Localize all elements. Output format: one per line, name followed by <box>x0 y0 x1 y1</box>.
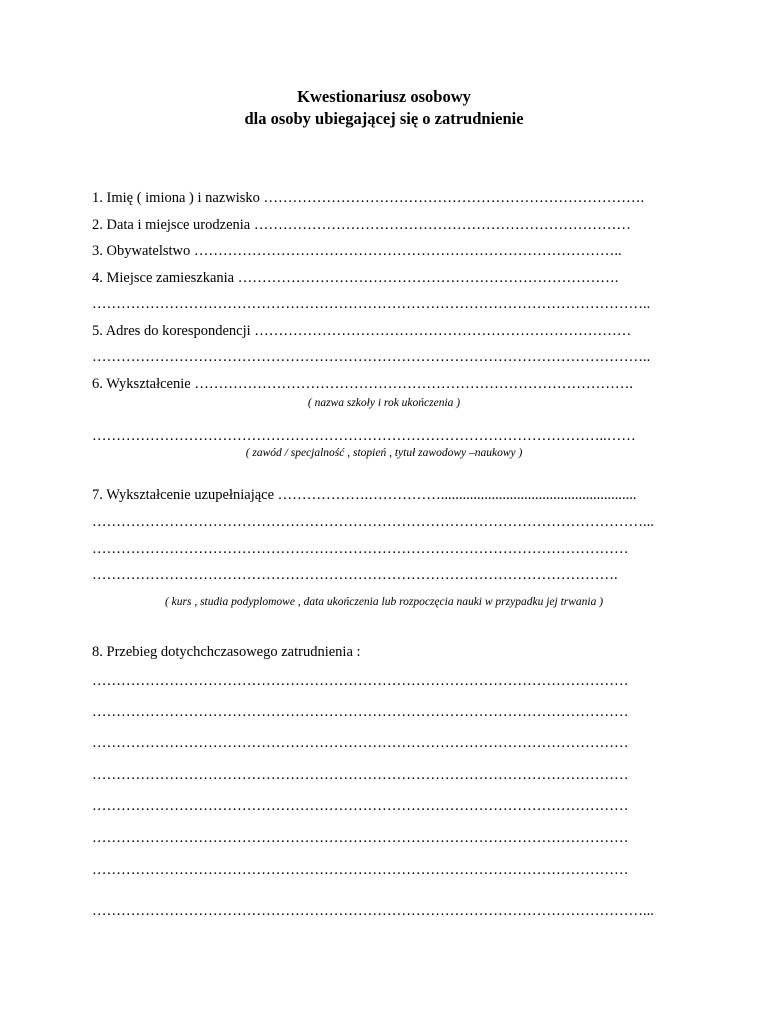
field-correspondence-continued: …………………………………………………………………………………………………….. <box>92 349 651 365</box>
field-education: 6. Wykształcenie ………………………………………………………………………………. <box>92 376 633 392</box>
field-supplementary-line-4: ………………………………………………………………………………………………. <box>92 567 618 583</box>
field-correspondence-address: 5. Adres do korespondencji …………………………………………………………………… <box>92 323 632 339</box>
field-supplementary-line-2: ……………………………………………………………………………………………………... <box>92 514 654 530</box>
field-supplementary-line-3: ………………………………………………………………………………………………… <box>92 541 629 557</box>
employment-line-7: ………………………………………………………………………………………………… <box>92 862 629 878</box>
field-birth: 2. Data i miejsce urodzenia …………………………………………………………………… <box>92 217 631 233</box>
hint-school: ( nazwa szkoły i rok ukończenia ) <box>307 397 461 409</box>
employment-line-8: ……………………………………………………………………………………………………... <box>92 903 654 919</box>
field-residence-continued: …………………………………………………………………………………………………….. <box>92 296 651 312</box>
hint-courses: ( kurs , studia podyplomowe , data ukończenia lub rozpoczęcia nauki w przypadku jej trwania ) <box>164 596 604 608</box>
employment-line-3: ………………………………………………………………………………………………… <box>92 735 629 751</box>
employment-line-4: ………………………………………………………………………………………………… <box>92 767 629 783</box>
employment-line-5: ………………………………………………………………………………………………… <box>92 798 629 814</box>
employment-line-2: ………………………………………………………………………………………………… <box>92 704 629 720</box>
document-title: Kwestionariusz osobowy <box>297 87 471 106</box>
employment-line-6: ………………………………………………………………………………………………… <box>92 830 629 846</box>
employment-line-1: ………………………………………………………………………………………………… <box>92 673 629 689</box>
field-education-continued: ……………………………………………………………………………………………..…… <box>92 428 636 444</box>
field-name: 1. Imię ( imiona ) i nazwisko ……………………………………………………………………. <box>92 190 645 206</box>
field-citizenship: 3. Obywatelstwo …………………………………………………………………………….. <box>92 243 622 259</box>
field-employment-history: 8. Przebieg dotychchczasowego zatrudnienia : <box>92 644 361 660</box>
field-supplementary-education: 7. Wykształcenie uzupełniające ……………….……………...................................................... <box>92 487 637 503</box>
document-subtitle: dla osoby ubiegającej się o zatrudnienie <box>244 109 524 128</box>
field-residence: 4. Miejsce zamieszkania ……………………………………………………………………. <box>92 270 619 286</box>
hint-profession: ( zawód / specjalność , stopień , tytuł zawodowy –naukowy ) <box>245 447 523 459</box>
